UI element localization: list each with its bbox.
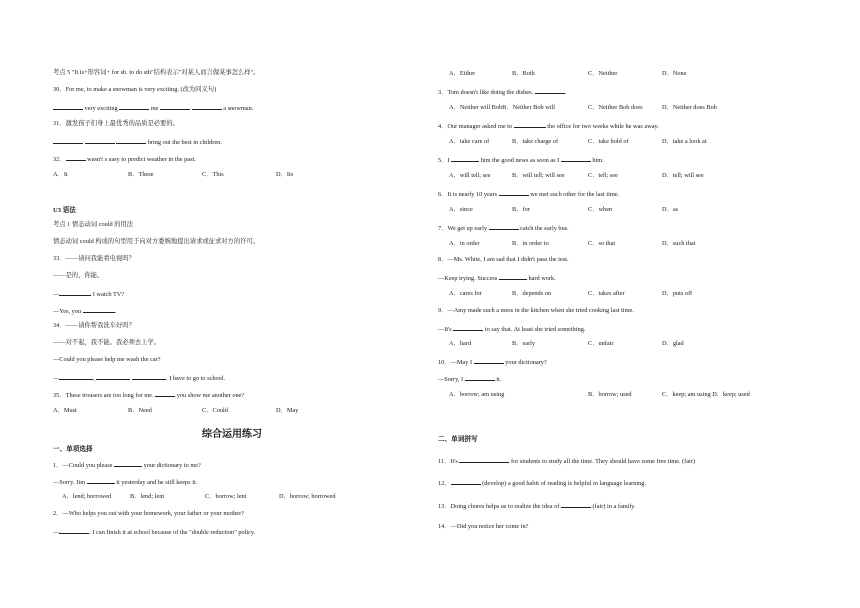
- blank[interactable]: [160, 103, 190, 110]
- m3-option-d[interactable]: D．Neither does Bob: [662, 104, 717, 111]
- w14: 14．—Did you notice her come in?: [438, 523, 529, 530]
- m10-line-b: —Sorry, I it.: [438, 376, 502, 383]
- q32-option-d[interactable]: D．Its: [276, 171, 294, 178]
- m2-option-b[interactable]: B．Both: [512, 70, 535, 77]
- m9: 9．—Amy made such a mess in the kitchen when she tried cooking last time.: [438, 307, 634, 314]
- m5-option-a[interactable]: A．will tell; see: [449, 172, 491, 179]
- blank[interactable]: [474, 357, 504, 364]
- section-1-heading: 一、单项选择: [53, 446, 93, 453]
- blank[interactable]: [459, 456, 509, 463]
- q35-option-b[interactable]: B．Need: [128, 407, 152, 414]
- q35-option-c[interactable]: C．Could: [202, 407, 228, 414]
- w13: 13．Doing chores helps us to realize the idea of (fair) in a family.: [438, 503, 636, 510]
- blank[interactable]: [514, 121, 546, 128]
- blank[interactable]: [535, 87, 565, 94]
- m4-option-b[interactable]: B．take charge of: [512, 138, 559, 145]
- blank[interactable]: [53, 103, 83, 110]
- blank[interactable]: [499, 273, 527, 280]
- blank[interactable]: [453, 324, 483, 331]
- m5-option-c[interactable]: C．tell; see: [588, 172, 618, 179]
- m9-option-d[interactable]: D．glad: [662, 340, 684, 347]
- m6-option-d[interactable]: D．as: [662, 206, 679, 213]
- m9-option-b[interactable]: B．early: [512, 340, 536, 347]
- m6-option-b[interactable]: B．for: [512, 206, 530, 213]
- blank[interactable]: [192, 103, 222, 110]
- k5-title: 考点 5 "It is+形容词+ for sb. to do sth"结构表示"对某人而言做某事怎么样"。: [53, 69, 260, 76]
- q34-answer-cn: ——对不起，我不能。我必须去上学。: [53, 339, 161, 346]
- u3-heading: U3 语法: [53, 207, 76, 214]
- m3-option-ab[interactable]: A．Neither will BobB．Neither Bob will: [449, 104, 555, 111]
- blank[interactable]: [59, 527, 89, 534]
- w12: 12． (develop) a good habit of reading is helpful in language learning.: [438, 480, 647, 487]
- blank[interactable]: [499, 189, 529, 196]
- blank[interactable]: [53, 137, 83, 144]
- q32-option-c[interactable]: C．This: [202, 171, 224, 178]
- q30: 30．For me, to make a snowman is very exciting. (改为同义句): [53, 86, 217, 93]
- m10: 10．—May I your dictionary?: [438, 359, 547, 366]
- blank[interactable]: [59, 373, 93, 380]
- m5-option-b[interactable]: B．will tell; will see: [512, 172, 565, 179]
- q35: 35．These trousers are too long for me. you show me another one?: [53, 392, 245, 399]
- k1-desc: 情态动词 could 构成的句型用于向对方委婉地提出请求或征求对方的许可。: [53, 238, 260, 245]
- q30-line2: very exciting me a snowman.: [53, 103, 253, 113]
- blank[interactable]: [66, 154, 86, 161]
- q32: 32． wasn't s easy to predict weather in the past.: [53, 156, 196, 163]
- section-title: 综合运用练习: [202, 429, 262, 440]
- k1-title: 考点 1 情态动词 could 的用法: [53, 221, 134, 228]
- m10-option-a[interactable]: A．borrow; am using: [449, 391, 505, 398]
- blank[interactable]: [489, 223, 519, 230]
- m9-option-a[interactable]: A．hard: [449, 340, 472, 347]
- m6-option-c[interactable]: C．when: [588, 206, 613, 213]
- m7-option-c[interactable]: C．so that: [588, 240, 616, 247]
- m2: 2．—Who helps you out with your homework, your father or your mother?: [53, 510, 244, 517]
- blank[interactable]: [87, 477, 115, 484]
- m9-line-b: —It's to say that. At least she tried something.: [438, 326, 586, 333]
- m5: 5．I him the good news as soon as I him.: [438, 157, 604, 164]
- blank[interactable]: [119, 103, 149, 110]
- m1: 1．—Could you please your dictionary to me?: [53, 462, 201, 469]
- m7-option-b[interactable]: B．in order to: [512, 240, 549, 247]
- q35-option-a[interactable]: A．Must: [53, 407, 77, 414]
- q33: 33．——请问我能看电视吗？: [53, 255, 135, 262]
- q33-answer-cn: ——是的，你能。: [53, 272, 104, 279]
- m7: 7．We get up early catch the early bus.: [438, 225, 569, 232]
- m8-line-b: —Keep trying. Success hard work.: [438, 275, 556, 282]
- m7-option-d[interactable]: D．such that: [662, 240, 696, 247]
- m3-option-c[interactable]: C．Neither Bob does: [588, 104, 643, 111]
- blank[interactable]: [451, 478, 481, 485]
- m1-option-d[interactable]: D．borrow; borrowed: [279, 493, 336, 500]
- m4-option-c[interactable]: C．take hold of: [588, 138, 629, 145]
- m8-option-c[interactable]: C．takes after: [588, 290, 625, 297]
- m8-option-a[interactable]: A．cares for: [449, 290, 482, 297]
- m1-option-b[interactable]: B．lend; lent: [130, 493, 165, 500]
- m1-option-c[interactable]: C．borrow; lent: [205, 493, 247, 500]
- m9-option-c[interactable]: C．unfair: [588, 340, 614, 347]
- m5-option-d[interactable]: D．tell; will see: [662, 172, 704, 179]
- m1-option-a[interactable]: A．lend; borrowed: [62, 493, 112, 500]
- blank[interactable]: [114, 460, 142, 467]
- q31: 31．激发孩子们身上最优秀的品质是必要的。: [53, 120, 179, 127]
- m10-option-cd[interactable]: C．keep; am using D．keep; used: [662, 391, 750, 398]
- m8-option-b[interactable]: B．depends on: [512, 290, 552, 297]
- m4-option-d[interactable]: D．take a look at: [662, 138, 707, 145]
- m8-option-d[interactable]: D．puts off: [662, 290, 693, 297]
- blank[interactable]: [561, 501, 591, 508]
- blank[interactable]: [451, 155, 479, 162]
- q32-option-b[interactable]: B．These: [128, 171, 154, 178]
- section-2-heading: 二、单词拼写: [438, 436, 478, 443]
- m10-option-b[interactable]: B．borrow; used: [588, 391, 632, 398]
- m2-option-a[interactable]: A．Either: [449, 70, 476, 77]
- q33-line-c: —Yes, you .: [53, 308, 117, 315]
- blank[interactable]: [465, 374, 495, 381]
- m6: 6．It is nearly 10 years we met each other for the last time.: [438, 191, 620, 198]
- blank[interactable]: [59, 289, 91, 296]
- q33-line-b: — I watch TV?: [53, 291, 125, 298]
- m4: 4．Our manager asked me to the office for two weeks while he was away.: [438, 123, 659, 130]
- q31-line2: bring out the best in children.: [53, 137, 222, 147]
- q34-line-c: — , . I have to go to school.: [53, 375, 226, 382]
- blank[interactable]: [155, 390, 175, 397]
- m7-option-a[interactable]: A．in order: [449, 240, 480, 247]
- blank[interactable]: [561, 155, 591, 162]
- q32-option-a[interactable]: A．It: [53, 171, 68, 178]
- q35-option-d[interactable]: D．May: [276, 407, 299, 414]
- m2-line-b: — . I can finish it at school because of the "double reduction" policy.: [53, 529, 256, 536]
- blank[interactable]: [96, 373, 130, 380]
- blank[interactable]: [132, 373, 166, 380]
- m6-option-a[interactable]: A．since: [449, 206, 473, 213]
- m1-line-b: —Sorry. Jim it yesterday and he still keeps it.: [53, 479, 198, 486]
- m4-option-a[interactable]: A．take care of: [449, 138, 490, 145]
- m2-option-d[interactable]: D．None: [662, 70, 687, 77]
- blank[interactable]: [85, 137, 115, 144]
- q34: 34．——请你帮我洗车好吗？: [53, 322, 135, 329]
- m3: 3．Tom doesn't like doing the dishes. .: [438, 89, 567, 96]
- m8: 8．—Ms. White, I am sad that I didn't pass the test.: [438, 256, 569, 263]
- m2-option-c[interactable]: C．Neither: [588, 70, 618, 77]
- blank[interactable]: [83, 306, 115, 313]
- blank[interactable]: [116, 137, 146, 144]
- q34-line-b: —Could you please help me wash the car?: [53, 356, 161, 363]
- w11: 11．It's for students to study all the time. They should have some free time. (fair): [438, 458, 695, 465]
